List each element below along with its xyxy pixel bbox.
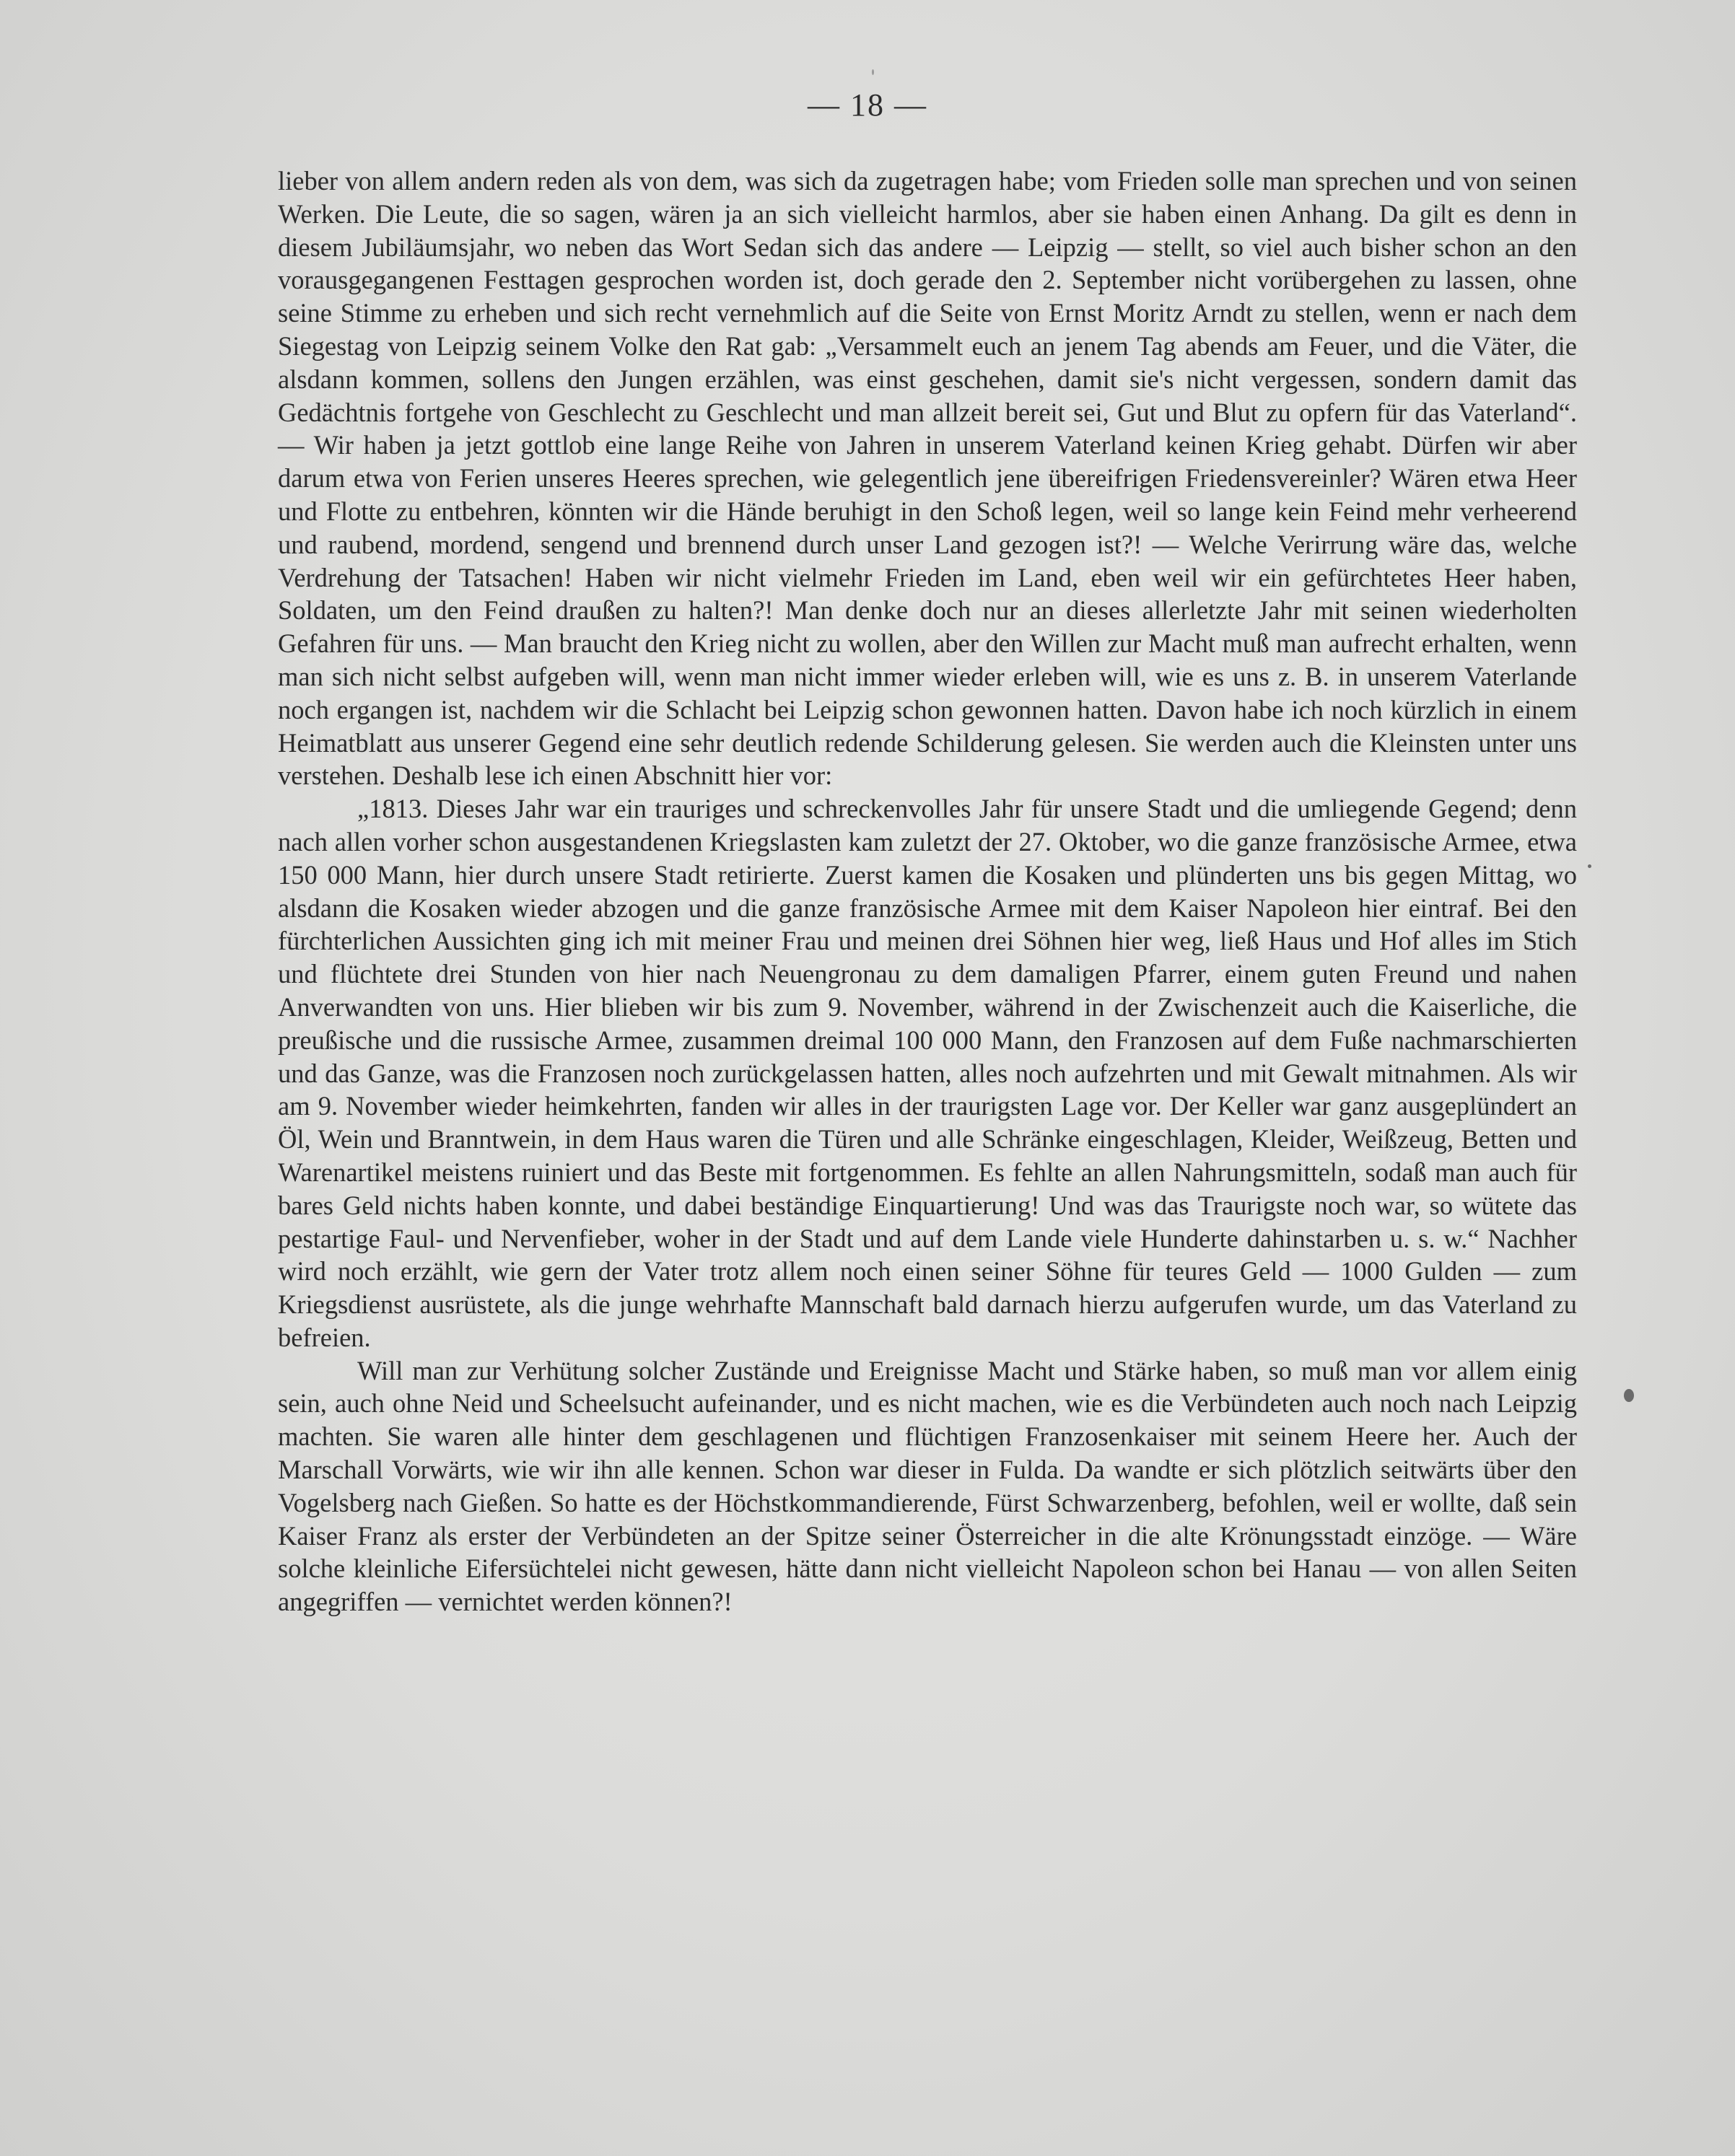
page-number: — 18 — [808,87,927,123]
body-text [278,165,1577,1618]
paragraph-unity: Will man zur Verhütung solcher Zustände und Ereignisse Macht und Stärke haben, so muß man vor allem einig sein, auch ohne Neid und Scheelsucht aufeinander, und es nicht machen, wie es die Verbündeten auch noch nach Leipzig machten. Sie waren alle hinter dem geschlagenen und flüchtigen Franzosenkaiser mit seinem Heere her. Auch der Marschall Vorwärts, wie wir ihn alle kennen. Schon war dieser in Fulda. Da wandte er sich plötzlich seitwärts über den Vogelsberg nach Gießen. So hatte es der Höchstkommandierende, Fürst Schwarzenberg, befohlen, weil er wollte, daß sein Kaiser Franz als erster der Verbündeten an der Spitze seiner Österreicher in die alte Krönungsstadt einzöge. — Wäre solche kleinliche Eifersüchtelei nicht gewesen, hätte dann nicht vielleicht Napoleon schon bei Hanau — von allen Seiten angegriffen — vernichtet werden können?! [278,1355,1577,1617]
scan-speck [1588,864,1591,868]
paragraph-arndt-appeal: lieber von allem andern reden als von dem, was sich da zugetragen habe; vom Frieden solle man sprechen und von seinen Werken. Die Leute, die so sagen, wären ja an sich vielleicht harmlos, aber sie haben einen Anhang. Da gilt es denn in diesem Jubiläumsjahr, wo neben das Wort Sedan sich das andere — Leipzig — stellt, so viel auch bisher schon an den vorausgegangenen Festtagen gesprochen worden ist, doch gerade den 2. September nicht vorübergehen zu lassen, ohne seine Stimme zu erheben und sich recht vernehmlich auf die Seite von Ernst Moritz Arndt zu stellen, wenn er nach dem Siegestag von Leipzig seinem Volke den Rat gab: „Versammelt euch an jenem Tag abends am Feuer, und die Väter, die alsdann kommen, sollens den Jungen erzählen, was einst geschehen, damit sie's nicht vergessen, sondern damit das Gedächtnis fortgehe von Geschlecht zu Geschlecht und man allzeit bereit sei, Gut und Blut zu opfern für das Vaterland“. — Wir haben ja jetzt gottlob eine lange Reihe von Jahren in unserem Vaterland keinen Krieg gehabt. Dürfen wir aber darum etwa von Ferien unseres Heeres sprechen, wie gelegentlich jene übereifrigen Friedensvereinler? Wären etwa Heer und Flotte zu entbehren, könnten wir die Hände beruhigt in den Schoß legen, weil so lange kein Feind mehr verheerend und raubend, mordend, sengend und brennend durch unser Land gezogen ist?! — Welche Verirrung wäre das, welche Verdrehung der Tatsachen! Haben wir nicht vielmehr Frieden im Land, eben weil wir ein gefürchtetes Heer haben, Soldaten, um den Feind draußen zu halten?! Man denke doch nur an dieses allerletzte Jahr mit seinen wiederholten Gefahren für uns. — Man braucht den Krieg nicht zu wollen, aber den Willen zur Macht muß man aufrecht erhalten, wenn man sich nicht selbst aufgeben will, wenn man nicht immer wieder erleben will, wie es uns z. B. in unserem Vaterlande noch ergangen ist, nachdem wir die Schlacht bei Leipzig schon gewonnen hatten. Davon habe ich noch kürzlich in einem Heimatblatt aus unserer Gegend eine sehr deutlich redende Schilderung gelesen. Sie werden auch die Kleinsten unter uns verstehen. Deshalb lese ich einen Abschnitt hier vor: [278,166,1577,791]
scan-speck [872,69,874,75]
scan-speck [1624,1389,1634,1402]
paragraph-1813-quote: „1813. Dieses Jahr war ein trauriges und schreckenvolles Jahr für unsere Stadt und die umliegende Gegend; denn nach allen vorher schon ausgestandenen Kriegslasten kam zuletzt der 27. Oktober, wo die ganze französische Armee, etwa 150 000 Mann, hier durch unsere Stadt retirierte. Zuerst kamen die Kosaken und plünderten uns bis gegen Mittag, wo alsdann die Kosaken wieder abzogen und die ganze französische Armee mit dem Kaiser Napoleon hier eintraf. Bei den fürchterlichen Aussichten ging ich mit meiner Frau und meinen drei Söhnen hier weg, ließ Haus und Hof alles im Stich und flüchtete drei Stunden von hier nach Neuengronau zu dem damaligen Pfarrer, einem guten Freund und nahen Anverwandten von uns. Hier blieben wir bis zum 9. November, während in der Zwischenzeit auch die Kaiserliche, die preußische und die russische Armee, zusammen dreimal 100 000 Mann, den Franzosen auf dem Fuße nachmarschierten und das Ganze, was die Franzosen noch zurückgelassen hatten, alles noch aufzehrten und mit Gewalt mitnahmen. Als wir am 9. November wieder heimkehrten, fanden wir alles in der traurigsten Lage vor. Der Keller war ganz ausgeplündert an Öl, Wein und Branntwein, in dem Haus waren die Türen und alle Schränke eingeschlagen, Kleider, Weißzeug, Betten und Warenartikel meistens ruiniert und das Beste mit fortgenommen. Es fehlte an allen Nahrungsmitteln, sodaß man auch für bares Geld nichts haben konnte, und dabei beständige Einquartierung! Und was das Traurigste noch war, so wütete das pestartige Faul- und Nervenfieber, woher in der Stadt und auf dem Lande viele Hunderte dahinstarben u. s. w.“ Nachher wird noch erzählt, wie gern der Vater trotz allem noch einen seiner Söhne für teures Geld — 1000 Gulden — zum Kriegsdienst ausrüstete, als die junge wehrhafte Mannschaft bald darnach hierzu aufgerufen wurde, um das Vaterland zu befreien. [278,794,1577,1352]
